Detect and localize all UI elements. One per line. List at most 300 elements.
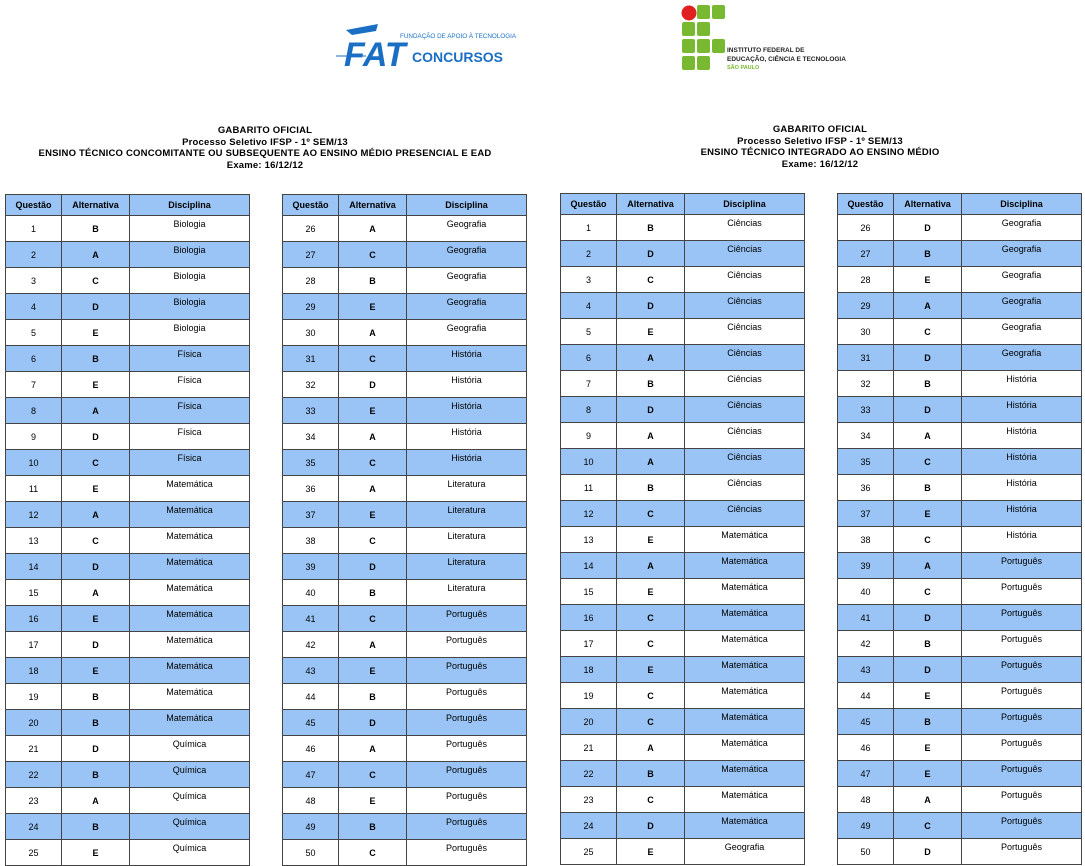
alternative-cell: A bbox=[62, 502, 130, 528]
alternative-cell: C bbox=[894, 527, 962, 553]
question-cell: 3 bbox=[6, 268, 62, 294]
discipline-cell: Ciências bbox=[685, 423, 805, 449]
table-row bbox=[6, 450, 250, 476]
alternative-cell: E bbox=[617, 527, 685, 553]
question-cell: 36 bbox=[283, 476, 339, 502]
question-cell: 17 bbox=[6, 632, 62, 658]
question-cell: 12 bbox=[561, 501, 617, 527]
discipline-cell: Ciências bbox=[685, 241, 805, 267]
discipline-cell: Biologia bbox=[130, 268, 250, 294]
discipline-cell: Biologia bbox=[130, 216, 250, 242]
header-right bbox=[560, 124, 1080, 170]
question-cell: 37 bbox=[838, 501, 894, 527]
discipline-cell: Matemática bbox=[685, 709, 805, 735]
table-row bbox=[6, 268, 250, 294]
alternative-cell: C bbox=[339, 346, 407, 372]
discipline-cell: Química bbox=[130, 788, 250, 814]
discipline-cell: História bbox=[962, 371, 1082, 397]
question-cell: 34 bbox=[283, 424, 339, 450]
alternative-cell: C bbox=[894, 579, 962, 605]
question-cell: 47 bbox=[283, 762, 339, 788]
question-cell: 41 bbox=[838, 605, 894, 631]
alternative-cell: E bbox=[62, 840, 130, 866]
discipline-cell: Física bbox=[130, 424, 250, 450]
question-cell: 5 bbox=[561, 319, 617, 345]
table-row bbox=[283, 684, 527, 710]
discipline-cell: Português bbox=[407, 762, 527, 788]
table-row bbox=[6, 632, 250, 658]
question-cell: 1 bbox=[561, 215, 617, 241]
discipline-cell: Português bbox=[407, 606, 527, 632]
discipline-cell: Química bbox=[130, 736, 250, 762]
discipline-cell: Ciências bbox=[685, 319, 805, 345]
table-row bbox=[6, 840, 250, 866]
discipline-cell: História bbox=[962, 423, 1082, 449]
alternative-cell: C bbox=[339, 840, 407, 866]
ifsp-logo-line1: INSTITUTO FEDERAL DE bbox=[727, 47, 805, 54]
alternative-cell: D bbox=[894, 839, 962, 865]
table-row bbox=[838, 813, 1082, 839]
alternative-cell: E bbox=[339, 294, 407, 320]
discipline-cell: Ciências bbox=[685, 267, 805, 293]
table-row bbox=[283, 762, 527, 788]
question-cell: 32 bbox=[283, 372, 339, 398]
table-row bbox=[283, 294, 527, 320]
table-row bbox=[283, 840, 527, 866]
discipline-cell: Português bbox=[962, 631, 1082, 657]
alternative-cell: D bbox=[894, 397, 962, 423]
table-row bbox=[283, 372, 527, 398]
column-header-alternative: Alternativa bbox=[62, 195, 130, 216]
table-row bbox=[283, 528, 527, 554]
table-row bbox=[561, 241, 805, 267]
table-row bbox=[6, 788, 250, 814]
discipline-cell: Português bbox=[962, 657, 1082, 683]
discipline-cell: Física bbox=[130, 346, 250, 372]
alternative-cell: B bbox=[617, 761, 685, 787]
question-cell: 36 bbox=[838, 475, 894, 501]
discipline-cell: Biologia bbox=[130, 294, 250, 320]
table-row bbox=[561, 319, 805, 345]
discipline-cell: Literatura bbox=[407, 528, 527, 554]
discipline-cell: Matemática bbox=[130, 580, 250, 606]
alternative-cell: A bbox=[62, 788, 130, 814]
discipline-cell: Matemática bbox=[130, 684, 250, 710]
question-cell: 13 bbox=[6, 528, 62, 554]
alternative-cell: E bbox=[62, 658, 130, 684]
question-cell: 37 bbox=[283, 502, 339, 528]
alternative-cell: C bbox=[62, 268, 130, 294]
alternative-cell: D bbox=[62, 554, 130, 580]
question-cell: 29 bbox=[283, 294, 339, 320]
table-row bbox=[283, 736, 527, 762]
alternative-cell: C bbox=[617, 501, 685, 527]
discipline-cell: Física bbox=[130, 372, 250, 398]
alternative-cell: D bbox=[62, 424, 130, 450]
table-row bbox=[6, 398, 250, 424]
alternative-cell: E bbox=[894, 735, 962, 761]
alternative-cell: A bbox=[339, 320, 407, 346]
alternative-cell: B bbox=[894, 371, 962, 397]
column-header-question: Questão bbox=[838, 194, 894, 215]
question-cell: 8 bbox=[6, 398, 62, 424]
discipline-cell: Literatura bbox=[407, 502, 527, 528]
column-header-question: Questão bbox=[6, 195, 62, 216]
question-cell: 23 bbox=[561, 787, 617, 813]
table-row bbox=[283, 476, 527, 502]
discipline-cell: Matemática bbox=[685, 605, 805, 631]
question-cell: 38 bbox=[283, 528, 339, 554]
alternative-cell: A bbox=[62, 242, 130, 268]
question-cell: 21 bbox=[561, 735, 617, 761]
table-row bbox=[561, 423, 805, 449]
discipline-cell: Matemática bbox=[130, 554, 250, 580]
discipline-cell: Geografia bbox=[407, 320, 527, 346]
question-cell: 17 bbox=[561, 631, 617, 657]
discipline-cell: Português bbox=[962, 787, 1082, 813]
alternative-cell: C bbox=[617, 267, 685, 293]
table-row bbox=[6, 762, 250, 788]
alternative-cell: A bbox=[894, 553, 962, 579]
title: GABARITO OFICIAL bbox=[772, 124, 868, 135]
question-cell: 24 bbox=[561, 813, 617, 839]
table-row bbox=[561, 345, 805, 371]
discipline-cell: Matemática bbox=[685, 631, 805, 657]
discipline-cell: História bbox=[962, 397, 1082, 423]
question-cell: 40 bbox=[283, 580, 339, 606]
table-row bbox=[561, 371, 805, 397]
alternative-cell: B bbox=[894, 631, 962, 657]
question-cell: 44 bbox=[283, 684, 339, 710]
alternative-cell: C bbox=[62, 528, 130, 554]
table-row bbox=[6, 242, 250, 268]
discipline-cell: Geografia bbox=[962, 267, 1082, 293]
question-cell: 16 bbox=[561, 605, 617, 631]
alternative-cell: B bbox=[62, 216, 130, 242]
question-cell: 38 bbox=[838, 527, 894, 553]
table-row bbox=[6, 606, 250, 632]
table-row bbox=[561, 527, 805, 553]
table-row bbox=[838, 371, 1082, 397]
discipline-cell: História bbox=[407, 372, 527, 398]
table-row bbox=[6, 372, 250, 398]
discipline-cell: Português bbox=[407, 658, 527, 684]
process-name: Processo Seletivo IFSP - 1º SEM/13 bbox=[737, 135, 903, 147]
discipline-cell: Português bbox=[962, 735, 1082, 761]
discipline-cell: Matemática bbox=[685, 813, 805, 839]
discipline-cell: Física bbox=[130, 398, 250, 424]
alternative-cell: D bbox=[339, 554, 407, 580]
alternative-cell: B bbox=[339, 580, 407, 606]
alternative-cell: B bbox=[339, 268, 407, 294]
table-row bbox=[283, 242, 527, 268]
discipline-cell: Matemática bbox=[685, 657, 805, 683]
discipline-cell: Geografia bbox=[685, 839, 805, 865]
question-cell: 27 bbox=[838, 241, 894, 267]
table-row bbox=[283, 554, 527, 580]
alternative-cell: A bbox=[617, 423, 685, 449]
answer-table-left-1 bbox=[5, 194, 250, 866]
alternative-cell: E bbox=[894, 267, 962, 293]
alternative-cell: E bbox=[617, 579, 685, 605]
table-row bbox=[6, 476, 250, 502]
discipline-cell: Matemática bbox=[685, 527, 805, 553]
question-cell: 24 bbox=[6, 814, 62, 840]
alternative-cell: D bbox=[894, 345, 962, 371]
table-row bbox=[283, 632, 527, 658]
table-row bbox=[561, 501, 805, 527]
table-row bbox=[838, 397, 1082, 423]
table-row bbox=[561, 787, 805, 813]
discipline-cell: Português bbox=[962, 761, 1082, 787]
discipline-cell: Matemática bbox=[685, 579, 805, 605]
question-cell: 25 bbox=[561, 839, 617, 865]
alternative-cell: E bbox=[339, 502, 407, 528]
discipline-cell: Matemática bbox=[685, 761, 805, 787]
question-cell: 18 bbox=[6, 658, 62, 684]
discipline-cell: Geografia bbox=[962, 345, 1082, 371]
question-cell: 9 bbox=[561, 423, 617, 449]
discipline-cell: História bbox=[962, 527, 1082, 553]
discipline-cell: Matemática bbox=[130, 658, 250, 684]
table-row bbox=[838, 683, 1082, 709]
question-cell: 40 bbox=[838, 579, 894, 605]
alternative-cell: C bbox=[894, 319, 962, 345]
fat-logo-mark: FAT bbox=[344, 36, 406, 74]
table-row bbox=[838, 267, 1082, 293]
table-row bbox=[561, 709, 805, 735]
ifsp-logo-line2: EDUCAÇÃO, CIÊNCIA E TECNOLOGIA bbox=[727, 56, 846, 63]
table-row bbox=[838, 527, 1082, 553]
question-cell: 18 bbox=[561, 657, 617, 683]
alternative-cell: D bbox=[62, 632, 130, 658]
alternative-cell: C bbox=[617, 683, 685, 709]
discipline-cell: Geografia bbox=[962, 215, 1082, 241]
table-row bbox=[6, 684, 250, 710]
alternative-cell: A bbox=[894, 293, 962, 319]
discipline-cell: Geografia bbox=[962, 241, 1082, 267]
discipline-cell: Matemática bbox=[130, 632, 250, 658]
discipline-cell: Geografia bbox=[962, 293, 1082, 319]
alternative-cell: A bbox=[339, 476, 407, 502]
alternative-cell: E bbox=[62, 372, 130, 398]
alternative-cell: B bbox=[617, 475, 685, 501]
table-row bbox=[561, 293, 805, 319]
discipline-cell: Geografia bbox=[407, 242, 527, 268]
table-row bbox=[838, 787, 1082, 813]
question-cell: 47 bbox=[838, 761, 894, 787]
alternative-cell: A bbox=[339, 736, 407, 762]
alternative-cell: C bbox=[894, 813, 962, 839]
question-cell: 20 bbox=[6, 710, 62, 736]
discipline-cell: Química bbox=[130, 814, 250, 840]
table-row bbox=[6, 320, 250, 346]
table-row bbox=[6, 554, 250, 580]
table-row bbox=[561, 579, 805, 605]
discipline-cell: História bbox=[962, 501, 1082, 527]
discipline-cell: Matemática bbox=[685, 735, 805, 761]
table-row bbox=[838, 761, 1082, 787]
discipline-cell: Português bbox=[407, 814, 527, 840]
discipline-cell: Português bbox=[962, 605, 1082, 631]
question-cell: 4 bbox=[6, 294, 62, 320]
table-row bbox=[561, 605, 805, 631]
discipline-cell: Matemática bbox=[685, 553, 805, 579]
discipline-cell: Português bbox=[407, 788, 527, 814]
discipline-cell: Português bbox=[407, 632, 527, 658]
fat-logo-concursos: CONCURSOS bbox=[412, 49, 504, 65]
question-cell: 10 bbox=[6, 450, 62, 476]
table-row bbox=[283, 580, 527, 606]
alternative-cell: A bbox=[339, 632, 407, 658]
question-cell: 28 bbox=[838, 267, 894, 293]
discipline-cell: Geografia bbox=[962, 319, 1082, 345]
discipline-cell: Matemática bbox=[130, 606, 250, 632]
question-cell: 2 bbox=[6, 242, 62, 268]
question-cell: 19 bbox=[6, 684, 62, 710]
question-cell: 23 bbox=[6, 788, 62, 814]
alternative-cell: C bbox=[617, 605, 685, 631]
table-row bbox=[838, 553, 1082, 579]
discipline-cell: Matemática bbox=[130, 528, 250, 554]
discipline-cell: Ciências bbox=[685, 475, 805, 501]
discipline-cell: Biologia bbox=[130, 320, 250, 346]
table-row bbox=[838, 709, 1082, 735]
table-row bbox=[838, 735, 1082, 761]
question-cell: 20 bbox=[561, 709, 617, 735]
question-cell: 31 bbox=[838, 345, 894, 371]
question-cell: 2 bbox=[561, 241, 617, 267]
table-row bbox=[283, 398, 527, 424]
question-cell: 31 bbox=[283, 346, 339, 372]
question-cell: 14 bbox=[6, 554, 62, 580]
question-cell: 45 bbox=[838, 709, 894, 735]
column-header-alternative: Alternativa bbox=[339, 195, 407, 216]
question-cell: 29 bbox=[838, 293, 894, 319]
table-row bbox=[6, 346, 250, 372]
table-row bbox=[283, 424, 527, 450]
column-header-discipline: Disciplina bbox=[130, 195, 250, 216]
discipline-cell: História bbox=[962, 475, 1082, 501]
table-row bbox=[6, 658, 250, 684]
title: GABARITO OFICIAL bbox=[217, 125, 313, 136]
table-row bbox=[283, 450, 527, 476]
alternative-cell: B bbox=[339, 814, 407, 840]
alternative-cell: A bbox=[62, 398, 130, 424]
question-cell: 21 bbox=[6, 736, 62, 762]
table-row bbox=[283, 710, 527, 736]
alternative-cell: E bbox=[617, 319, 685, 345]
table-row bbox=[561, 813, 805, 839]
alternative-cell: E bbox=[339, 788, 407, 814]
discipline-cell: Matemática bbox=[130, 502, 250, 528]
question-cell: 48 bbox=[838, 787, 894, 813]
table-row bbox=[283, 788, 527, 814]
question-cell: 6 bbox=[6, 346, 62, 372]
discipline-cell: Literatura bbox=[407, 580, 527, 606]
question-cell: 6 bbox=[561, 345, 617, 371]
table-row bbox=[283, 320, 527, 346]
alternative-cell: C bbox=[339, 606, 407, 632]
discipline-cell: Português bbox=[962, 709, 1082, 735]
question-cell: 44 bbox=[838, 683, 894, 709]
alternative-cell: A bbox=[617, 553, 685, 579]
question-cell: 50 bbox=[838, 839, 894, 865]
alternative-cell: B bbox=[62, 762, 130, 788]
question-cell: 34 bbox=[838, 423, 894, 449]
alternative-cell: E bbox=[62, 476, 130, 502]
table-row bbox=[561, 761, 805, 787]
table-row bbox=[6, 814, 250, 840]
discipline-cell: Matemática bbox=[685, 787, 805, 813]
alternative-cell: B bbox=[62, 710, 130, 736]
alternative-cell: B bbox=[62, 814, 130, 840]
table-row bbox=[6, 710, 250, 736]
question-cell: 15 bbox=[561, 579, 617, 605]
table-row bbox=[6, 424, 250, 450]
alternative-cell: D bbox=[617, 397, 685, 423]
question-cell: 27 bbox=[283, 242, 339, 268]
question-cell: 10 bbox=[561, 449, 617, 475]
question-cell: 11 bbox=[6, 476, 62, 502]
discipline-cell: Português bbox=[407, 840, 527, 866]
table-row bbox=[838, 657, 1082, 683]
alternative-cell: B bbox=[617, 371, 685, 397]
table-row bbox=[838, 631, 1082, 657]
question-cell: 35 bbox=[838, 449, 894, 475]
question-cell: 49 bbox=[838, 813, 894, 839]
question-cell: 12 bbox=[6, 502, 62, 528]
question-cell: 19 bbox=[561, 683, 617, 709]
table-row bbox=[561, 657, 805, 683]
alternative-cell: A bbox=[617, 345, 685, 371]
table-row bbox=[283, 268, 527, 294]
alternative-cell: B bbox=[617, 215, 685, 241]
discipline-cell: Ciências bbox=[685, 345, 805, 371]
discipline-cell: Química bbox=[130, 762, 250, 788]
question-cell: 35 bbox=[283, 450, 339, 476]
ifsp-logo-line3: SÃO PAULO bbox=[727, 65, 760, 71]
table-row bbox=[561, 553, 805, 579]
discipline-cell: Português bbox=[962, 813, 1082, 839]
question-cell: 4 bbox=[561, 293, 617, 319]
table-row bbox=[561, 735, 805, 761]
table-row bbox=[283, 658, 527, 684]
table-row bbox=[561, 839, 805, 865]
discipline-cell: História bbox=[407, 424, 527, 450]
exam-date: Exame: 16/12/12 bbox=[781, 158, 859, 170]
question-cell: 13 bbox=[561, 527, 617, 553]
table-row bbox=[838, 293, 1082, 319]
alternative-cell: E bbox=[339, 398, 407, 424]
alternative-cell: D bbox=[339, 372, 407, 398]
question-cell: 5 bbox=[6, 320, 62, 346]
alternative-cell: A bbox=[894, 787, 962, 813]
table-row bbox=[6, 736, 250, 762]
alternative-cell: E bbox=[62, 606, 130, 632]
question-cell: 8 bbox=[561, 397, 617, 423]
alternative-cell: B bbox=[62, 684, 130, 710]
question-cell: 7 bbox=[561, 371, 617, 397]
discipline-cell: Ciências bbox=[685, 293, 805, 319]
alternative-cell: B bbox=[339, 684, 407, 710]
discipline-cell: Português bbox=[407, 684, 527, 710]
question-cell: 26 bbox=[283, 216, 339, 242]
discipline-cell: Português bbox=[407, 710, 527, 736]
table-row bbox=[838, 319, 1082, 345]
table-row bbox=[283, 346, 527, 372]
table-row bbox=[283, 814, 527, 840]
